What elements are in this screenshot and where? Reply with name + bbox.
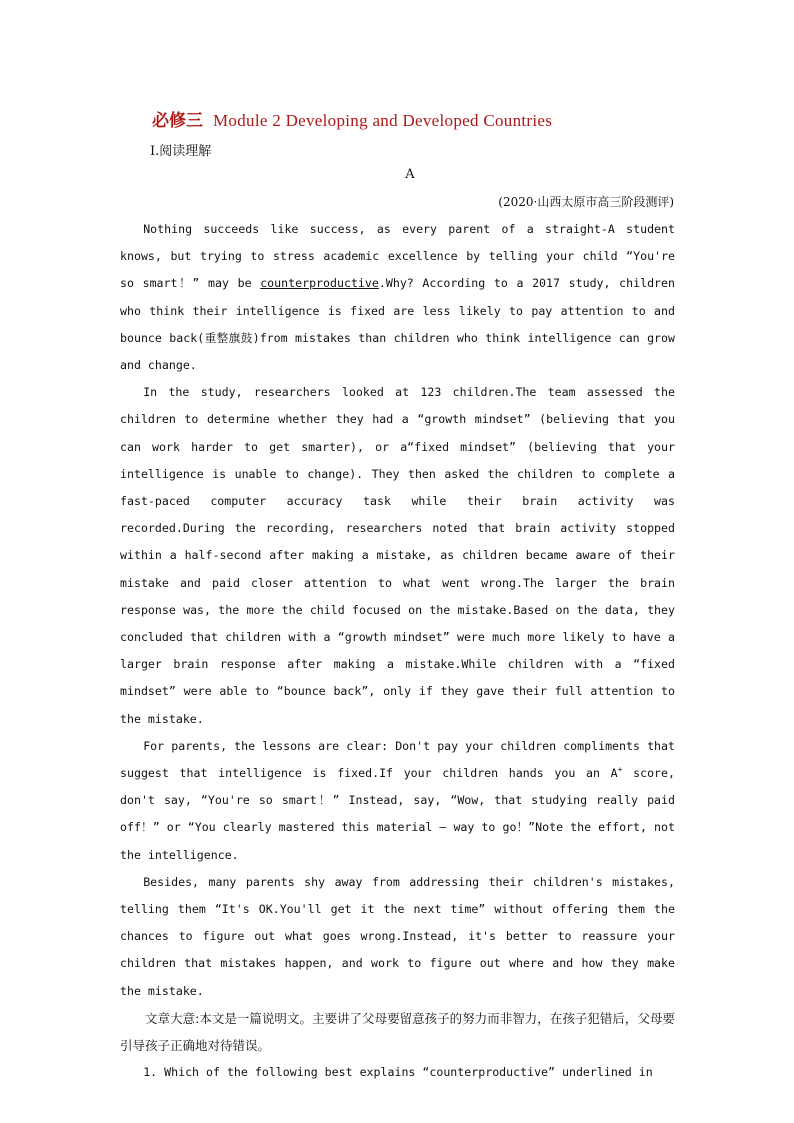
title-chinese: 必修三 bbox=[152, 111, 203, 131]
passage-body bbox=[120, 216, 675, 1087]
paragraph-2: In the study, researchers looked at 123 children.The team assessed the children to determine whether they had a “growth mindset” (believing that you can work harder to get smarter), or a“fixed mindset” (believing that your intelligence is unable to change). They then asked the children to complete a fast-paced computer accuracy task while their brain activity was recorded.During the recording, researchers noted that brain activity stopped within a half-second after making a mistake, as children became aware of their mistake and paid closer attention to what went wrong.The larger the brain response was, the more the child focused on the mistake.Based on the data, they concluded that children with a “growth mindset” were much more likely to have a larger brain response after making a mistake.While children with a “fixed mindset” were able to “bounce back”, only if they gave their full attention to the mistake. bbox=[120, 385, 675, 726]
underlined-word: counterproductive bbox=[260, 276, 379, 291]
source-citation: (2020·山西太原市高三阶段测评) bbox=[498, 195, 674, 209]
summary-text: 本文是一篇说明文。主要讲了父母要留意孩子的努力而非智力，在孩子犯错后，父母要引导孩子正确地对待错误。 bbox=[120, 1010, 675, 1054]
paragraph-4: Besides, many parents shy away from addressing their children's mistakes, telling them “It's OK.You'll get it the next time” without offering them the chances to figure out what goes wrong.Instead, it's better to reassure your children that mistakes happen, and work to figure out where and how they make the mistake. bbox=[120, 874, 675, 998]
paragraph-3-text: For parents, the lessons are clear: Don't pay your children compliments that suggest that intelligence is fixed.If your children hands you an A bbox=[120, 738, 675, 781]
title-english: Module 2 Developing and Developed Countries bbox=[213, 111, 553, 130]
paragraph-3 bbox=[120, 733, 675, 869]
paragraph-3-text-cont: score, don't say, “You're so smart！” Instead, say, “Wow, that studying really paid off！” or “You clearly mastered this material — way to go！”Note the effort, not the intelligence. bbox=[120, 766, 675, 862]
page-title bbox=[152, 106, 752, 131]
paragraph-1-text-cont: .Why? According to a 2017 study, children who think their intelligence is fixed are less likely to pay attention to and bounce back(重整旗鼓)from mistakes than children who think intelligence can grow and change. bbox=[120, 276, 675, 373]
paragraph-1-text: Nothing succeeds like success, as every parent of a straight-A student knows, but trying to stress academic excellence by telling your child “You're so smart！” may be bbox=[120, 222, 675, 291]
grade-superscript: + bbox=[617, 765, 623, 775]
section-heading: Ⅰ.阅读理解 bbox=[150, 144, 212, 159]
paragraph-1 bbox=[120, 216, 675, 379]
passage-label: A bbox=[405, 167, 415, 182]
summary bbox=[120, 1005, 675, 1059]
summary-label: 文章大意: bbox=[145, 1010, 200, 1026]
question-1: 1. Which of the following best explains “counterproductive” underlined in bbox=[143, 1065, 653, 1080]
